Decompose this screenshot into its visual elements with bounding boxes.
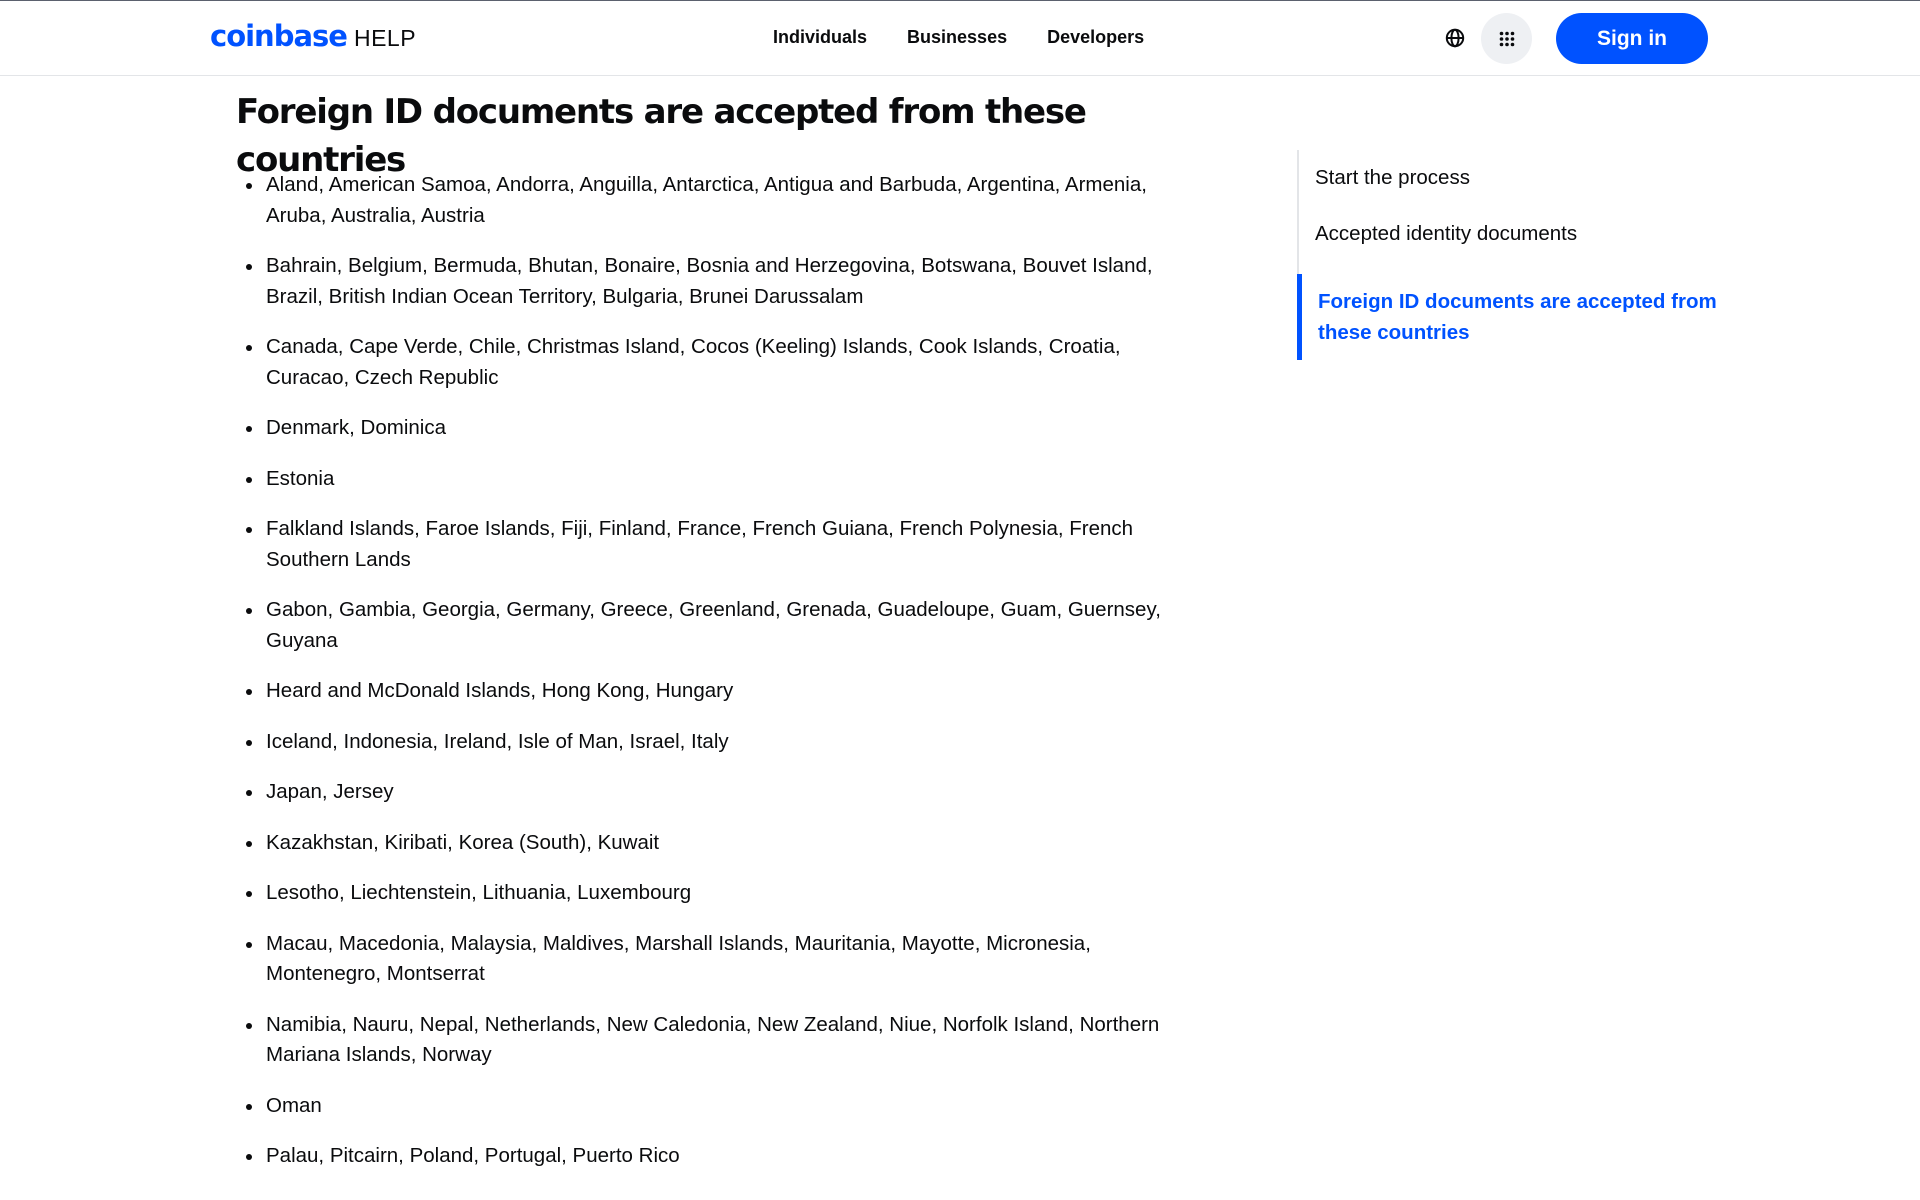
grid-dots-icon	[1499, 31, 1515, 47]
globe-icon	[1445, 28, 1465, 48]
logo-help-text: HELP	[353, 25, 417, 51]
coinbase-help-logo[interactable]	[210, 19, 416, 53]
list-item: Japan, Jersey	[236, 777, 1186, 808]
article-title: Foreign ID documents are accepted from these countries	[236, 92, 1086, 180]
nav-developers[interactable]: Developers	[1047, 27, 1145, 47]
list-item: Namibia, Nauru, Nepal, Netherlands, New Caledonia, New Zealand, Niue, Norfolk Island, Northern Mariana Islands, Norway	[236, 1010, 1186, 1071]
nav-individuals[interactable]: Individuals	[773, 27, 868, 47]
list-item: Aland, American Samoa, Andorra, Anguilla, Antarctica, Antigua and Barbuda, Argentina, Armenia, Aruba, Australia, Austria	[236, 170, 1186, 231]
top-navigation-bar	[0, 0, 1920, 76]
list-item: Lesotho, Liechtenstein, Lithuania, Luxembourg	[236, 878, 1186, 909]
list-item: Canada, Cape Verde, Chile, Christmas Island, Cocos (Keeling) Islands, Cook Islands, Croatia, Curacao, Czech Republic	[236, 332, 1186, 393]
list-item: Heard and McDonald Islands, Hong Kong, Hungary	[236, 676, 1186, 707]
primary-nav	[773, 27, 1144, 48]
nav-businesses[interactable]: Businesses	[907, 27, 1008, 47]
table-of-contents	[1297, 150, 1737, 360]
list-item: Falkland Islands, Faroe Islands, Fiji, Finland, France, French Guiana, French Polynesia, French Southern Lands	[236, 514, 1186, 575]
logo-brand-text: coinbase	[210, 19, 347, 53]
list-item: Estonia	[236, 464, 1186, 495]
list-item: Oman	[236, 1091, 1186, 1122]
toc-item-accepted-identity-documents[interactable]: Accepted identity documents	[1315, 222, 1578, 245]
list-item: Macau, Macedonia, Malaysia, Maldives, Marshall Islands, Mauritania, Mayotte, Micronesia, Montenegro, Montserrat	[236, 929, 1186, 990]
list-item: Kazakhstan, Kiribati, Korea (South), Kuwait	[236, 828, 1186, 859]
language-globe-button[interactable]	[1443, 26, 1467, 50]
list-item: Palau, Pitcairn, Poland, Portugal, Puerto Rico	[236, 1141, 1186, 1172]
apps-menu-button[interactable]	[1481, 13, 1532, 64]
list-item: Bahrain, Belgium, Bermuda, Bhutan, Bonaire, Bosnia and Herzegovina, Botswana, Bouvet Island, Brazil, British Indian Ocean Territory, Bulgaria, Brunei Darussalam	[236, 251, 1186, 312]
list-item: Iceland, Indonesia, Ireland, Isle of Man, Israel, Italy	[236, 727, 1186, 758]
list-item: Denmark, Dominica	[236, 413, 1186, 444]
toc-item-start-the-process[interactable]: Start the process	[1315, 166, 1470, 189]
country-list	[236, 170, 1186, 1192]
list-item: Gabon, Gambia, Georgia, Germany, Greece, Greenland, Grenada, Guadeloupe, Guam, Guernsey, Guyana	[236, 595, 1186, 656]
sign-in-button[interactable]: Sign in	[1556, 13, 1708, 64]
toc-item-foreign-id-documents[interactable]: Foreign ID documents are accepted from these countries	[1297, 274, 1737, 360]
